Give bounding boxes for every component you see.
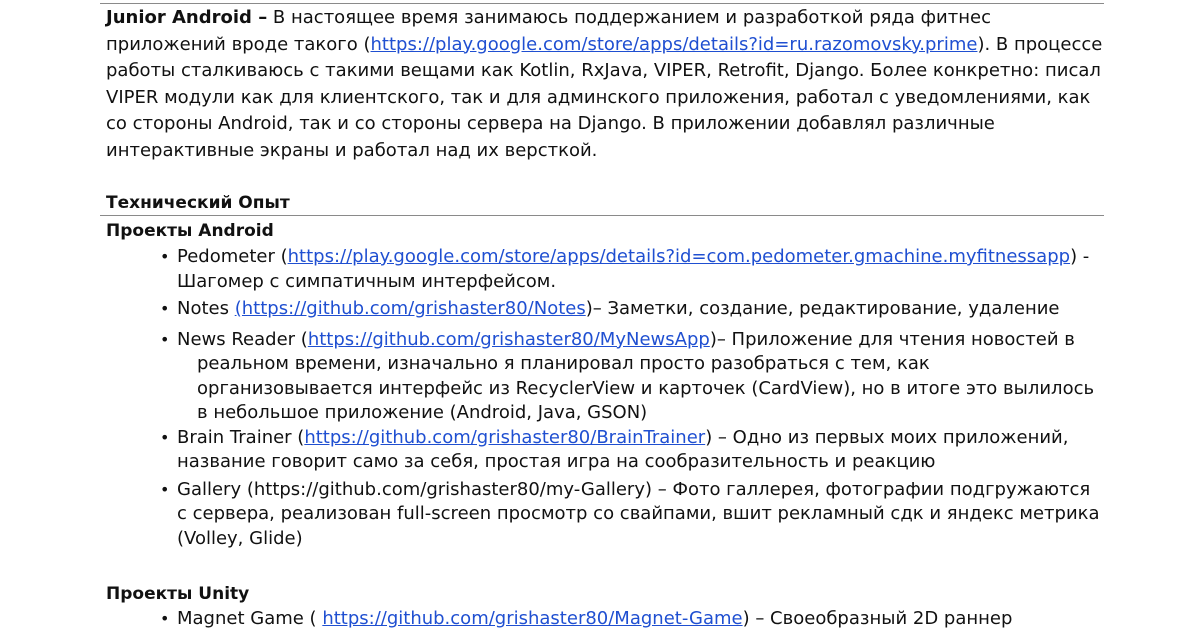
list-item [160, 478, 1100, 552]
project-name: Pedometer ( [177, 246, 288, 267]
intro-text-2: ). В процессе работы сталкиваюсь с такими вещами как Kotlin, RxJava, VIPER, Retrofit, Django. Более конкретно: писал VIPER модули как для клиентского, так и для админского приложения, работал с уведомлениями, как со стороны Android, так и со стороны сервера на Django. В приложении добавлял различные интерактивные экраны и работал над их версткой. [106, 33, 1103, 161]
project-name: Brain Trainer ( [177, 426, 305, 448]
intro-link[interactable]: https://play.google.com/store/apps/details?id=ru.razomovsky.prime [370, 33, 978, 55]
bullet-icon: • [160, 609, 170, 628]
project-description: ) – Одно из первых моих приложений, название говорит само за себя, простая игра на сообразительность и реакцию [177, 426, 1069, 472]
list-item [160, 426, 1100, 475]
unity-projects-list [160, 607, 1100, 632]
project-name: News Reader ( [177, 328, 308, 350]
bullet-icon: • [160, 247, 170, 266]
project-description: ) – Своеобразный 2D раннер [742, 608, 1013, 629]
project-link[interactable]: (https://github.com/grishaster80/Notes [234, 298, 586, 319]
project-link[interactable]: https://github.com/grishaster80/BrainTrainer [304, 426, 706, 448]
project-link[interactable]: https://github.com/grishaster80/Magnet-Game [322, 608, 743, 629]
intro-text-1: В настоящее время занимаюсь поддержанием и разработкой ряда фитнес приложений вроде такого ( [106, 7, 991, 55]
project-link[interactable]: https://github.com/grishaster80/MyNewsApp [307, 328, 710, 350]
android-projects-list [160, 245, 1100, 551]
intro-paragraph [106, 5, 1106, 164]
android-heading: Проекты Android [106, 221, 274, 241]
bullet-icon: • [160, 329, 170, 349]
bullet-icon: • [160, 299, 170, 318]
top-divider [100, 3, 1104, 4]
project-description: ) - Шагомер с симпатичным интерфейсом. [177, 246, 1090, 292]
bullet-icon: • [160, 479, 170, 499]
project-name: Gallery (https://github.com/grishaster80/my-Gallery) – Фото галлерея, фотографии подгружаются с сервера, реализован full-screen просмотр со свайпами, вшит рекламный сдк и яндекс метрика (Volley, Glide) [177, 478, 1100, 549]
project-link[interactable]: https://play.google.com/store/apps/details?id=com.pedometer.gmachine.myfitnessapp [287, 246, 1071, 267]
unity-heading: Проекты Unity [106, 584, 250, 604]
list-item [160, 245, 1100, 294]
project-description: )– Приложение для чтения новостей в [709, 328, 1075, 350]
tech-heading: Технический Опыт [106, 193, 290, 213]
project-description-cont: реальном времени, изначально я планировал просто разобраться с тем, как организовывается интерфейс из RecyclerView и карточек (CardView), но в итоге это вылилось в небольшое приложение (Android, Java, GSON) [197, 353, 1095, 423]
project-name: Notes [177, 298, 235, 319]
list-item [160, 328, 1100, 426]
list-item [160, 607, 1100, 632]
list-item [160, 297, 1100, 322]
role-label: Junior Android – [106, 7, 268, 28]
section-divider [100, 215, 1104, 216]
project-description: )– Заметки, создание, редактирование, удаление [585, 298, 1060, 319]
project-name: Magnet Game ( [177, 608, 323, 629]
bullet-icon: • [160, 427, 170, 447]
